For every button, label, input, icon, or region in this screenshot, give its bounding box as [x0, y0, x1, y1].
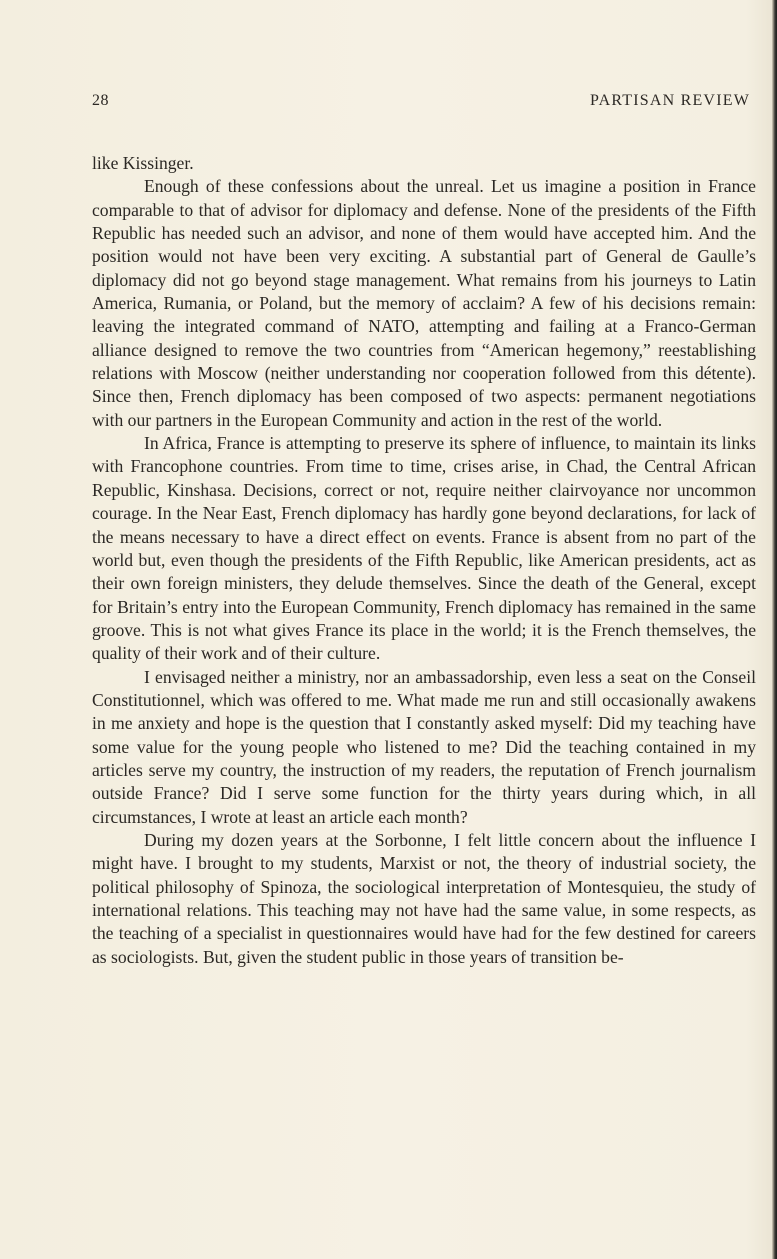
page-number: 28 [92, 92, 109, 109]
paragraph-sorbonne: During my dozen years at the Sorbonne, I felt little concern about the influence I might have. I brought to my students, Marxist or not, the theory of industrial society, the political philosophy of Spinoza, the sociological interpretation of Montesquieu, the study of international relations. This teaching may not have had the same value, in some respects, as the teaching of a specialist in questionnaires would have had for the few destined for careers as sociologists. But, given the student public in those years of transition be- [92, 829, 756, 967]
paragraph-ambassadorship: I envisaged neither a ministry, nor an ambassadorship, even less a seat on the Conseil Constitutionnel, which was offered to me. What made me run and still occasionally awakens in me anxiety and hope is the question that I constantly asked myself: Did my teaching have some value for the young people who listened to me? Did the teaching contained in my articles serve my country, the instruction of my readers, the reputation of French journalism outside France? Did I serve some function for the thirty years during which, in all circumstances, I wrote at least an article each month? [92, 666, 756, 827]
paragraph-africa: In Africa, France is attempting to preserve its sphere of influence, to maintain its links with Francophone countries. From time to time, crises arise, in Chad, the Central African Republic, Kinshasa. Decisions, correct or not, require neither clairvoyance nor uncommon courage. In the Near East, French diplomacy has hardly gone beyond declarations, for lack of the means necessary to have a direct effect on events. France is absent from no part of the world but, even though the presidents of the Fifth Republic, like American presidents, act as their own foreign ministers, they delude themselves. Since the death of the General, except for Britain’s entry into the European Community, French diplomacy has remained in the same groove. This is not what gives France its place in the world; it is the French themselves, the quality of their work and of their culture. [92, 433, 756, 664]
journal-title: PARTISAN REVIEW [589, 92, 750, 109]
paragraph-continuation: like Kissinger. [92, 153, 194, 173]
paragraph-advisor-position: Enough of these confessions about the unreal. Let us imagine a position in France comparable to that of advisor for diplomacy and defense. None of the presidents of the Fifth Republic has needed such an advisor, and none of them would have accepted him. And the position would not have been very exciting. A substantial part of General de Gaulle’s diplomacy did not go beyond stage management. What remains from his journeys to Latin America, Rumania, or Poland, but the memory of acclaim? A few of his decisions remain: leaving the integrated command of NATO, attempting and failing at a Franco-German alliance designed to remove the two countries from “American hegemony,” reestablishing relations with Moscow (neither understanding nor cooperation followed from this détente). Since then, French diplomacy has been composed of two aspects: permanent negotiations with our partners in the European Community and action in the rest of the world. [92, 176, 756, 430]
page-edge-shadow [772, 0, 777, 1259]
running-head [92, 92, 750, 116]
body-text [92, 152, 756, 969]
